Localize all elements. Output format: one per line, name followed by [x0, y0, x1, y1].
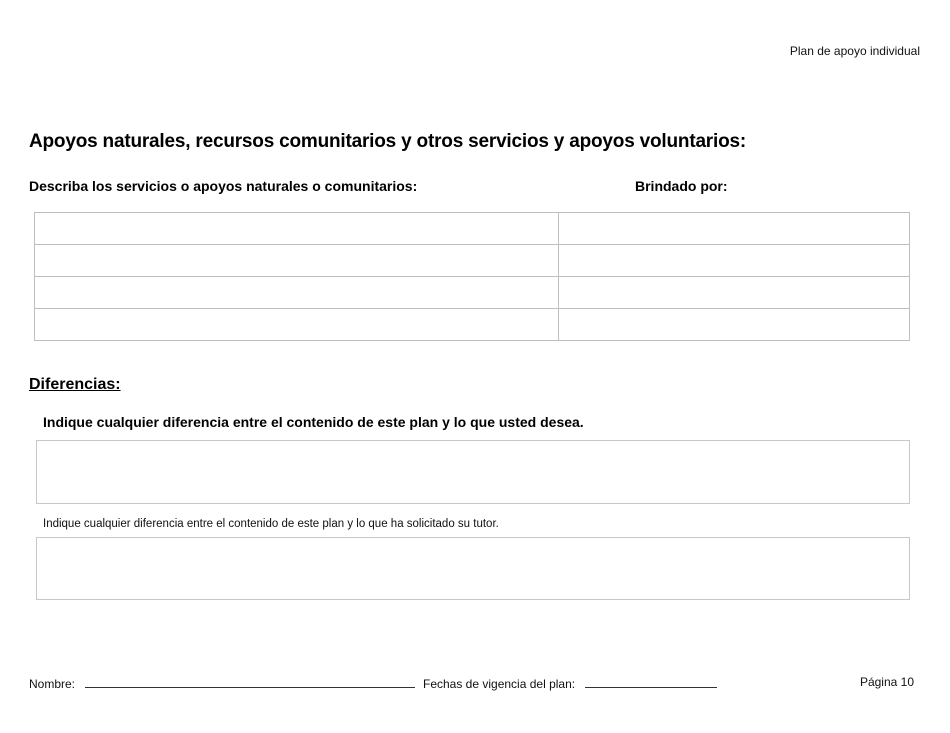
description-cell[interactable]	[35, 245, 559, 277]
description-cell[interactable]	[35, 213, 559, 245]
description-column-label: Describa los servicios o apoyos naturales o comunitarios:	[29, 178, 418, 194]
plan-dates-label: Fechas de vigencia del plan:	[423, 677, 576, 691]
description-cell[interactable]	[35, 277, 559, 309]
name-label: Nombre:	[29, 677, 76, 691]
differences-question-tutor: Indique cualquier diferencia entre el contenido de este plan y lo que ha solicitado su tutor.	[43, 518, 499, 530]
table-row	[35, 309, 910, 341]
name-line-field[interactable]	[85, 675, 415, 688]
differences-tutor-field[interactable]	[36, 537, 910, 600]
provided-by-cell[interactable]	[558, 277, 909, 309]
differences-title: Diferencias:	[29, 376, 121, 393]
provided-by-cell[interactable]	[558, 309, 909, 341]
footer-dates	[423, 675, 717, 691]
description-cell[interactable]	[35, 309, 559, 341]
differences-question-self: Indique cualquier diferencia entre el contenido de este plan y lo que usted desea.	[43, 414, 584, 430]
plan-dates-line-field[interactable]	[585, 675, 717, 688]
document-title: Plan de apoyo individual	[789, 44, 920, 58]
table-row	[35, 213, 910, 245]
section-title: Apoyos naturales, recursos comunitarios y otros servicios y apoyos voluntarios:	[29, 131, 746, 152]
differences-self-field[interactable]	[36, 440, 910, 504]
footer-name	[29, 675, 415, 691]
provided-by-cell[interactable]	[558, 213, 909, 245]
table-row	[35, 245, 910, 277]
provided-by-cell[interactable]	[558, 245, 909, 277]
services-table	[34, 212, 910, 341]
table-row	[35, 277, 910, 309]
page-number: Página 10	[859, 675, 914, 689]
provided-by-column-label: Brindado por:	[635, 178, 728, 194]
